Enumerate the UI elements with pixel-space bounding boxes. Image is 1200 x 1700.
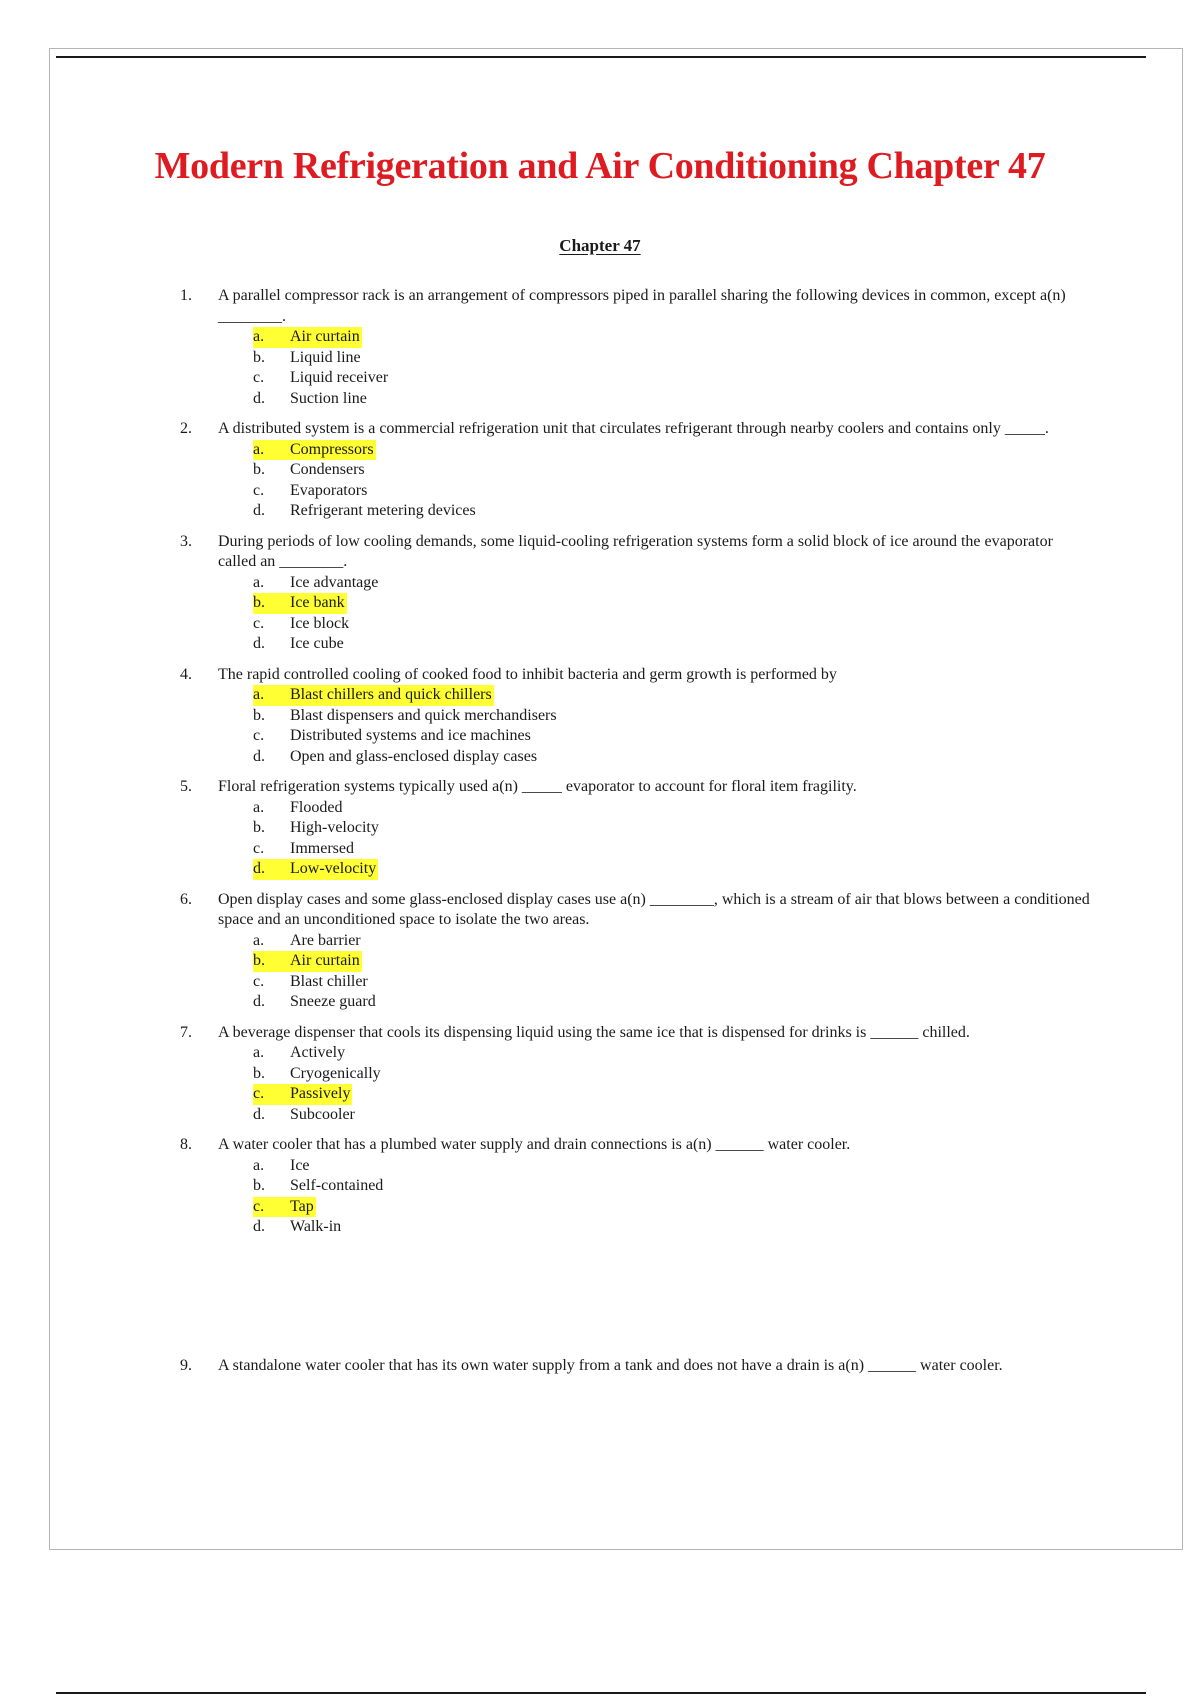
answer-option bbox=[218, 573, 1090, 594]
option-content bbox=[253, 440, 376, 461]
question-number: 3. bbox=[180, 532, 192, 550]
option-letter: d. bbox=[253, 860, 265, 877]
option-text: Sneeze guard bbox=[290, 993, 376, 1010]
question-number: 2. bbox=[180, 420, 192, 437]
option-content bbox=[253, 501, 478, 522]
option-content bbox=[253, 951, 362, 972]
option-letter: c. bbox=[253, 614, 265, 632]
option-content bbox=[253, 614, 351, 635]
answer-option-highlighted bbox=[218, 859, 1090, 880]
option-content bbox=[253, 931, 363, 952]
question-list bbox=[180, 286, 1090, 1386]
option-content bbox=[253, 634, 346, 655]
option-letter: a. bbox=[253, 328, 265, 345]
option-text: Subcooler bbox=[290, 1105, 355, 1123]
option-content bbox=[253, 1197, 316, 1218]
answer-option bbox=[218, 501, 1090, 522]
option-text: Open and glass-enclosed display cases bbox=[290, 747, 538, 765]
answer-option bbox=[218, 726, 1090, 747]
option-letter: a. bbox=[253, 686, 265, 703]
option-letter: a. bbox=[253, 931, 265, 949]
option-content bbox=[253, 1105, 357, 1126]
option-content bbox=[253, 1176, 385, 1197]
option-text: Liquid receiver bbox=[290, 369, 389, 386]
option-text: Are barrier bbox=[290, 931, 361, 949]
option-letter: b. bbox=[253, 819, 265, 836]
option-text: Actively bbox=[290, 1044, 346, 1061]
answer-option-highlighted bbox=[218, 593, 1090, 614]
question-item bbox=[180, 532, 1090, 655]
answer-option bbox=[218, 368, 1090, 389]
question-text: A standalone water cooler that has its own water supply from a tank and does not have a drain is a(n) ______ water cooler. bbox=[218, 1356, 1003, 1374]
answer-option bbox=[218, 1105, 1090, 1126]
option-list bbox=[218, 931, 1090, 1013]
option-text: Ice block bbox=[290, 614, 350, 632]
answer-option bbox=[218, 839, 1090, 860]
option-letter: a. bbox=[253, 1044, 265, 1061]
answer-option-highlighted bbox=[218, 685, 1090, 706]
option-text: Blast dispensers and quick merchandisers bbox=[290, 706, 557, 724]
option-content bbox=[253, 1064, 383, 1085]
option-content bbox=[253, 706, 559, 727]
option-content bbox=[253, 389, 369, 410]
option-list bbox=[218, 573, 1090, 655]
option-letter: d. bbox=[253, 1105, 265, 1123]
option-letter: c. bbox=[253, 839, 265, 857]
option-content bbox=[253, 992, 378, 1013]
answer-option bbox=[218, 1064, 1090, 1085]
option-letter: c. bbox=[253, 727, 265, 744]
document-title: Modern Refrigeration and Air Conditioning Chapter 47 bbox=[154, 145, 1046, 187]
option-content bbox=[253, 1217, 343, 1238]
question-item bbox=[180, 419, 1090, 522]
option-letter: d. bbox=[253, 993, 265, 1010]
option-text: Air curtain bbox=[290, 952, 360, 969]
option-list bbox=[218, 440, 1090, 522]
answer-option-highlighted bbox=[218, 440, 1090, 461]
question-text: Floral refrigeration systems typically used a(n) _____ evaporator to account for floral item fragility. bbox=[218, 778, 857, 795]
option-content bbox=[253, 972, 370, 993]
answer-option bbox=[218, 972, 1090, 993]
question-number: 5. bbox=[180, 778, 192, 795]
option-letter: a. bbox=[253, 798, 265, 816]
option-letter: b. bbox=[253, 1064, 265, 1082]
bottom-rule bbox=[56, 1692, 1146, 1694]
top-rule bbox=[56, 56, 1146, 58]
answer-option-highlighted bbox=[218, 1084, 1090, 1105]
option-text: Flooded bbox=[290, 798, 343, 816]
option-text: High-velocity bbox=[290, 819, 379, 836]
answer-option bbox=[218, 747, 1090, 768]
option-letter: b. bbox=[253, 594, 265, 611]
chapter-heading bbox=[0, 236, 1200, 256]
option-text: Passively bbox=[290, 1085, 351, 1102]
option-text: Ice bbox=[290, 1156, 310, 1174]
option-content bbox=[253, 573, 380, 594]
answer-option bbox=[218, 1043, 1090, 1064]
option-content bbox=[253, 327, 362, 348]
option-letter: a. bbox=[253, 573, 265, 591]
option-letter: c. bbox=[253, 369, 265, 386]
answer-option bbox=[218, 706, 1090, 727]
question-text: A parallel compressor rack is an arrangement of compressors piped in parallel sharing the following devices in common, except a(n) ________. bbox=[218, 287, 1066, 325]
option-text: Distributed systems and ice machines bbox=[290, 727, 531, 744]
option-letter: a. bbox=[253, 1156, 265, 1174]
option-content bbox=[253, 685, 494, 706]
answer-option bbox=[218, 634, 1090, 655]
option-content bbox=[253, 859, 378, 880]
option-text: Air curtain bbox=[290, 328, 360, 345]
question-item bbox=[180, 286, 1090, 409]
question-text: A water cooler that has a plumbed water supply and drain connections is a(n) ______ water cooler. bbox=[218, 1136, 851, 1153]
question-item bbox=[180, 665, 1090, 768]
option-list bbox=[218, 685, 1090, 767]
option-letter: d. bbox=[253, 389, 265, 407]
option-content bbox=[253, 1156, 312, 1177]
option-content bbox=[253, 818, 381, 839]
option-text: Immersed bbox=[290, 839, 354, 857]
question-number: 7. bbox=[180, 1023, 192, 1041]
option-letter: b. bbox=[253, 348, 265, 366]
option-letter: c. bbox=[253, 1085, 265, 1102]
answer-option bbox=[218, 481, 1090, 502]
option-letter: b. bbox=[253, 461, 265, 478]
option-text: Low-velocity bbox=[290, 860, 377, 877]
option-content bbox=[253, 726, 533, 747]
question-item bbox=[180, 1023, 1090, 1126]
answer-option bbox=[218, 931, 1090, 952]
chapter-heading-text: Chapter 47 bbox=[559, 236, 641, 255]
answer-option bbox=[218, 614, 1090, 635]
question-number: 1. bbox=[180, 287, 192, 304]
option-content bbox=[253, 348, 363, 369]
option-letter: d. bbox=[253, 635, 265, 652]
option-text: Suction line bbox=[290, 389, 367, 407]
answer-option bbox=[218, 1217, 1090, 1238]
option-text: Compressors bbox=[290, 440, 374, 458]
answer-option bbox=[218, 1156, 1090, 1177]
question-text: A beverage dispenser that cools its dispensing liquid using the same ice that is dispensed for drinks is ______ chilled. bbox=[218, 1023, 970, 1041]
question-item bbox=[180, 777, 1090, 880]
option-text: Ice cube bbox=[290, 635, 344, 652]
question-item bbox=[180, 890, 1090, 1013]
option-letter: c. bbox=[253, 1197, 265, 1215]
option-content bbox=[253, 593, 347, 614]
answer-option bbox=[218, 348, 1090, 369]
option-content bbox=[253, 839, 356, 860]
option-content bbox=[253, 460, 367, 481]
option-letter: a. bbox=[253, 440, 265, 458]
option-list bbox=[218, 327, 1090, 409]
answer-option bbox=[218, 818, 1090, 839]
option-text: Evaporators bbox=[290, 481, 368, 499]
question-item bbox=[180, 1135, 1090, 1238]
question-number: 4. bbox=[180, 665, 192, 683]
answer-option bbox=[218, 798, 1090, 819]
option-letter: b. bbox=[253, 706, 265, 724]
answer-option-highlighted bbox=[218, 1197, 1090, 1218]
option-content bbox=[253, 481, 369, 502]
question-text: The rapid controlled cooling of cooked food to inhibit bacteria and germ growth is performed by bbox=[218, 665, 837, 683]
option-text: Ice advantage bbox=[290, 573, 379, 591]
option-text: Self-contained bbox=[290, 1177, 384, 1194]
option-text: Condensers bbox=[290, 461, 365, 478]
question-text: A distributed system is a commercial refrigeration unit that circulates refrigerant through nearby coolers and contains only _____. bbox=[218, 420, 1049, 437]
answer-option bbox=[218, 389, 1090, 410]
option-content bbox=[253, 368, 390, 389]
option-list bbox=[218, 1156, 1090, 1238]
option-letter: c. bbox=[253, 972, 265, 990]
option-content bbox=[253, 1043, 347, 1064]
question-number: 8. bbox=[180, 1136, 192, 1153]
option-text: Blast chillers and quick chillers bbox=[290, 686, 492, 703]
question-number: 6. bbox=[180, 890, 192, 908]
question-text: Open display cases and some glass-enclosed display cases use a(n) ________, which is a stream of air that blows between a conditioned space and an unconditioned space to isolate the two areas. bbox=[218, 890, 1090, 928]
option-text: Cryogenically bbox=[290, 1064, 381, 1082]
answer-option-highlighted bbox=[218, 327, 1090, 348]
question-number: 9. bbox=[180, 1356, 192, 1374]
option-content bbox=[253, 1084, 352, 1105]
option-content bbox=[253, 747, 539, 768]
answer-option bbox=[218, 1176, 1090, 1197]
option-letter: b. bbox=[253, 952, 265, 969]
option-text: Walk-in bbox=[290, 1218, 342, 1235]
question-text: During periods of low cooling demands, some liquid-cooling refrigeration systems form a solid block of ice around the evaporator called an ________. bbox=[218, 532, 1053, 570]
answer-option bbox=[218, 992, 1090, 1013]
question-item bbox=[180, 1356, 1090, 1377]
option-letter: d. bbox=[253, 1218, 265, 1235]
option-letter: c. bbox=[253, 481, 265, 499]
option-text: Tap bbox=[290, 1197, 314, 1215]
option-text: Refrigerant metering devices bbox=[290, 502, 476, 519]
answer-option-highlighted bbox=[218, 951, 1090, 972]
option-text: Blast chiller bbox=[290, 972, 368, 990]
option-text: Liquid line bbox=[290, 348, 361, 366]
option-letter: d. bbox=[253, 502, 265, 519]
option-list bbox=[218, 798, 1090, 880]
option-text: Ice bank bbox=[290, 594, 345, 611]
option-content bbox=[253, 798, 344, 819]
answer-option bbox=[218, 460, 1090, 481]
option-list bbox=[218, 1043, 1090, 1125]
option-letter: b. bbox=[253, 1177, 265, 1194]
option-letter: d. bbox=[253, 747, 265, 765]
